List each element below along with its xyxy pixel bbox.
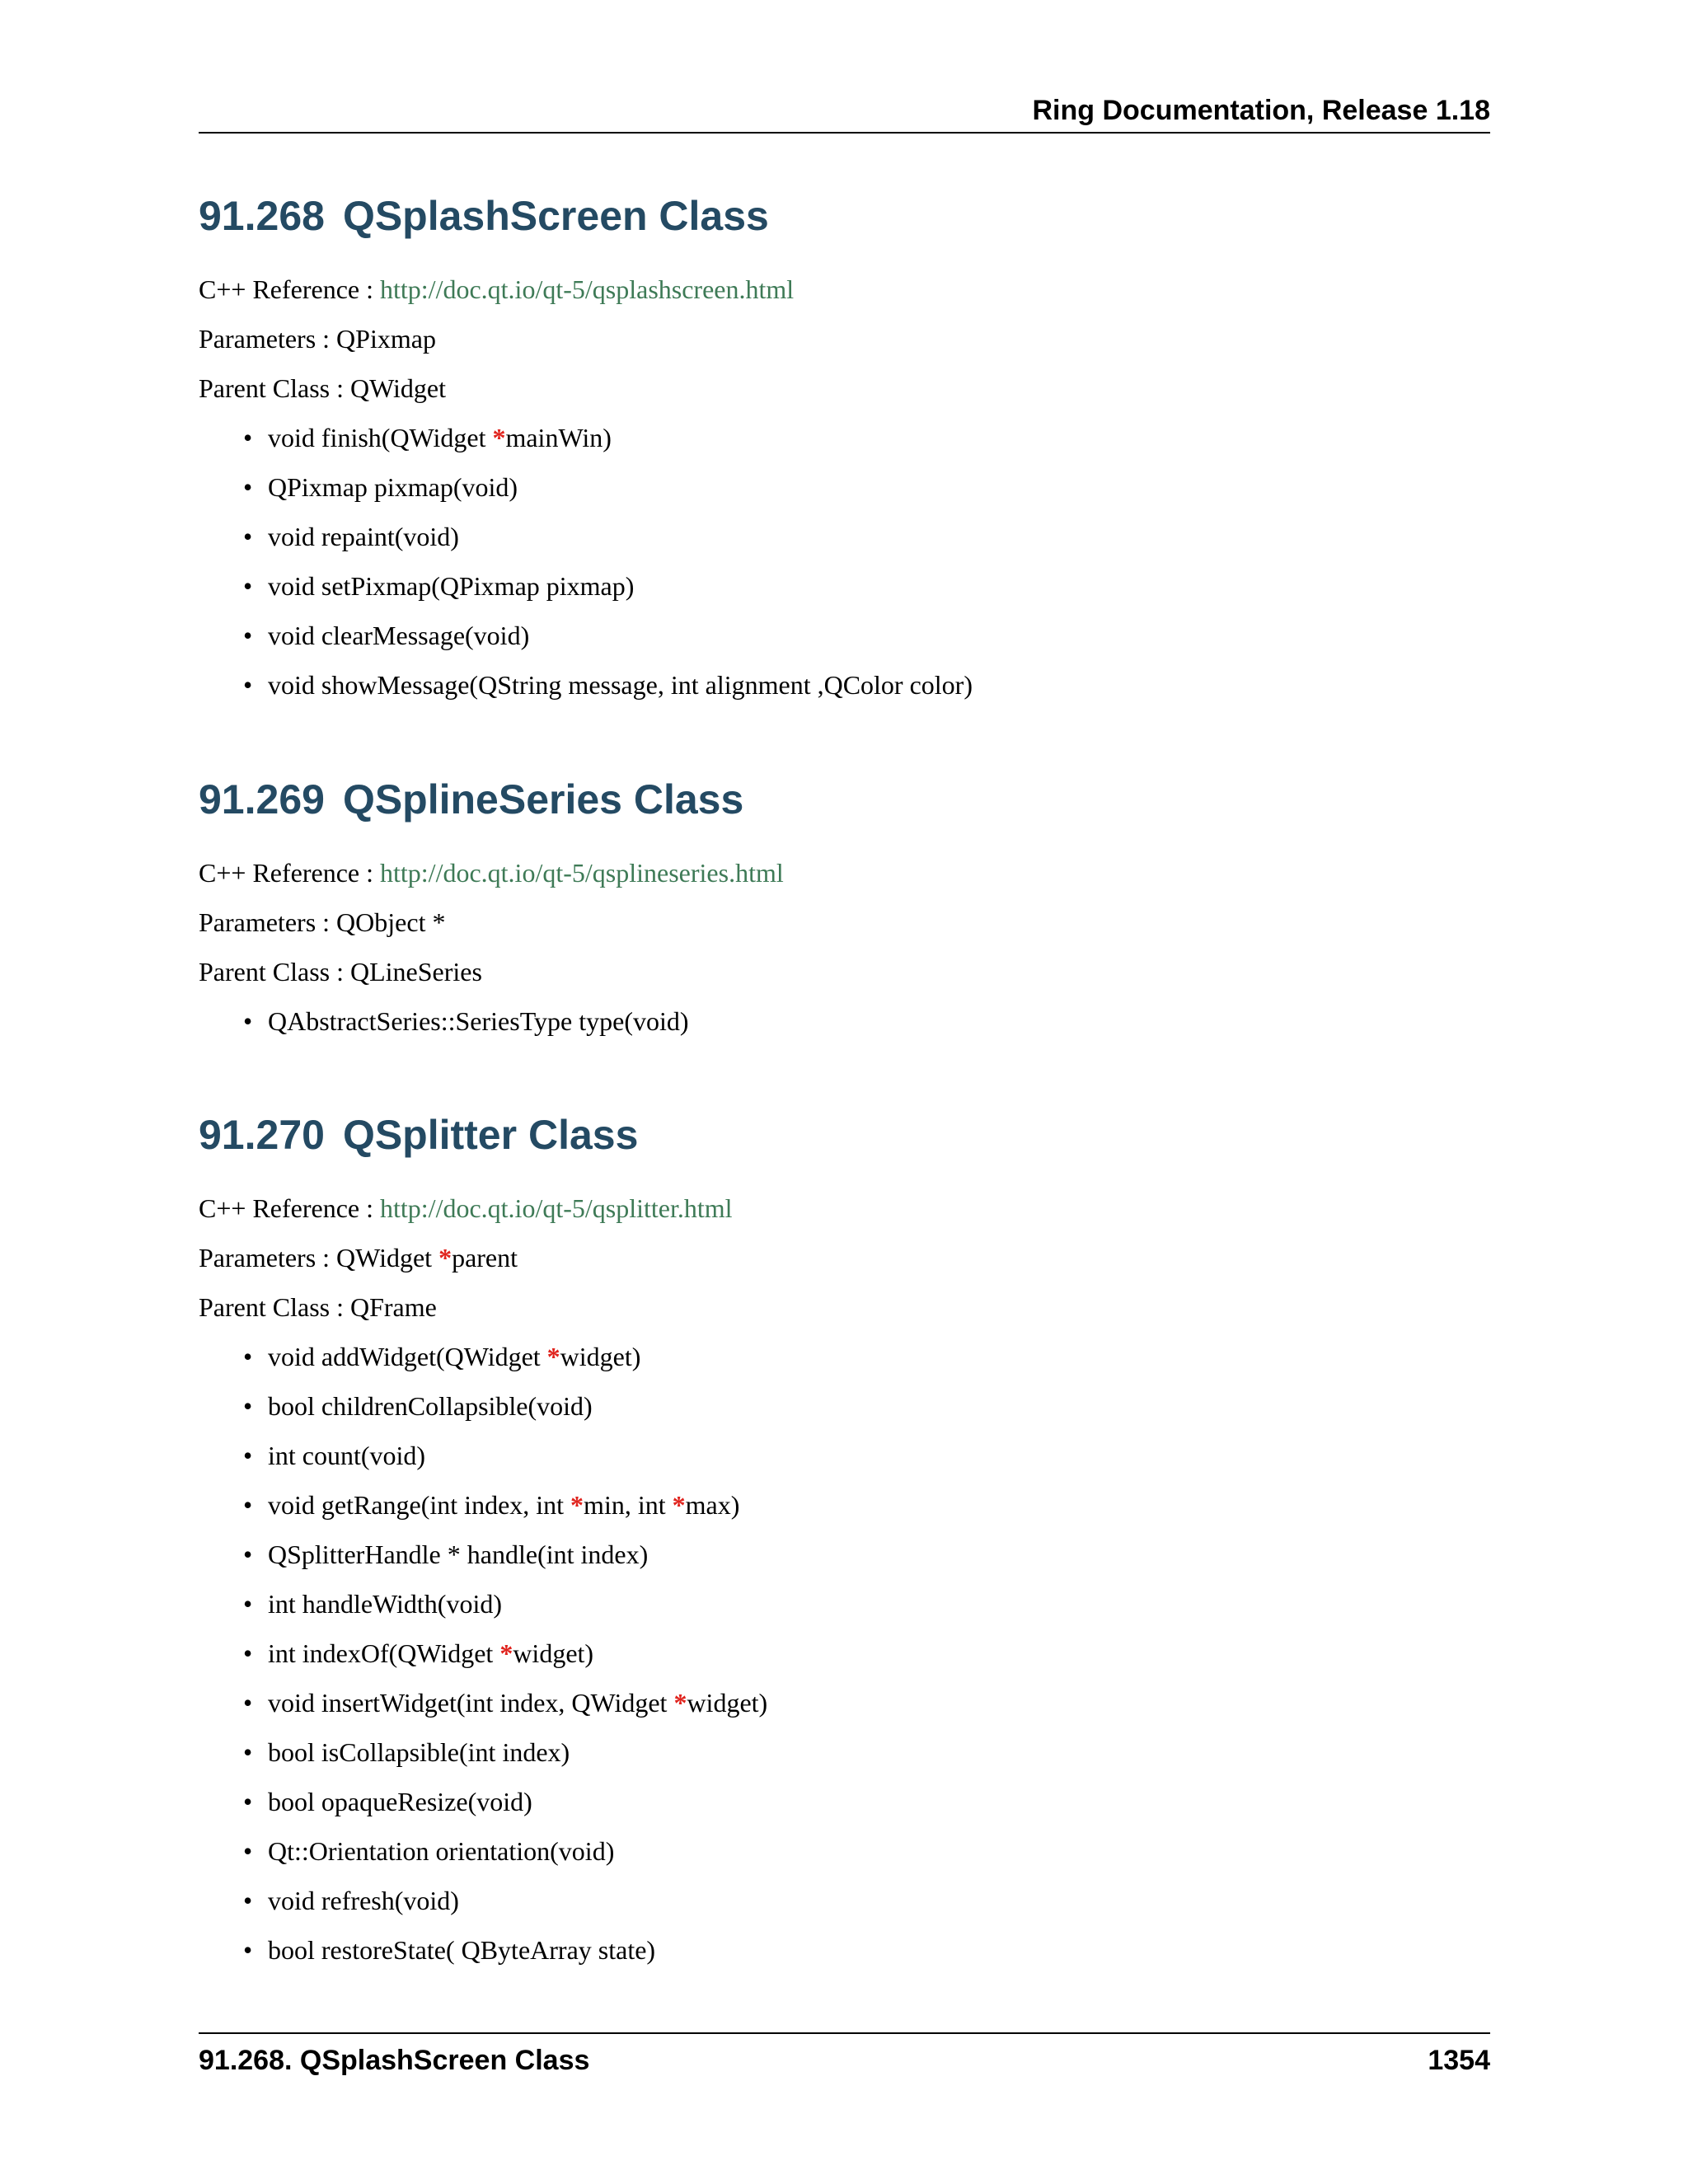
footer-section-title: 91.268. QSplashScreen Class [199,2045,590,2076]
parameters-value: QObject * [336,907,446,937]
method-item [268,1341,1490,1372]
cpp-reference [199,274,1490,305]
parameters-value [336,1243,518,1272]
method-signature-text: bool isCollapsible(int index) [268,1737,570,1767]
parameters [199,907,1490,938]
method-signature-text: bool opaqueResize(void) [268,1787,532,1816]
section-qsplashscreen [199,191,1490,719]
method-signature-text: QPixmap pixmap(void) [268,472,518,502]
parent-class-label: Parent Class : [199,957,350,987]
method-signature-text: min, int [584,1490,673,1520]
method-signature-text: void refresh(void) [268,1886,459,1915]
method-list [199,1005,1490,1037]
method-signature-text: void clearMessage(void) [268,621,530,650]
cpp-reference-link[interactable]: http://doc.qt.io/qt-5/qsplitter.html [380,1193,733,1223]
method-signature-text: void finish(QWidget [268,423,493,452]
method-item [268,1588,1490,1619]
parent-class [199,956,1490,987]
parameters-label: Parameters : [199,1243,337,1272]
parameters-label: Parameters : [199,907,337,937]
parameters-value-text: QWidget [336,1243,439,1272]
parameters [199,1242,1490,1273]
method-item [268,422,1490,453]
cpp-reference-link[interactable]: http://doc.qt.io/qt-5/qsplashscreen.html [380,274,795,304]
pointer-asterisk: * [570,1490,584,1520]
parent-class-value: QLineSeries [349,957,482,987]
method-signature-text: void setPixmap(QPixmap pixmap) [268,571,635,601]
method-signature-text: bool childrenCollapsible(void) [268,1391,593,1421]
section-qsplitter [199,1110,1490,1984]
method-signature-text: int count(void) [268,1441,426,1470]
pointer-asterisk: * [672,1490,686,1520]
method-item [268,669,1490,701]
method-item [268,1786,1490,1817]
method-signature-text: max) [685,1490,740,1520]
method-signature-text: void addWidget(QWidget [268,1342,547,1371]
section-number: 91.268 [199,193,325,239]
method-signature-text: int indexOf(QWidget [268,1638,500,1668]
cpp-reference-label: C++ Reference : [199,1193,380,1223]
method-signature-text: Qt::Orientation orientation(void) [268,1836,615,1866]
method-item [268,1390,1490,1422]
parameters-value: QPixmap [336,324,436,354]
method-signature-text: bool restoreState( QByteArray state) [268,1935,656,1965]
section-number: 91.270 [199,1112,325,1158]
running-header [199,92,1490,134]
method-item [268,1440,1490,1471]
running-footer [199,2032,1490,2079]
page-number: 1354 [1428,2045,1490,2076]
method-signature-text: void showMessage(QString message, int alignment ,QColor color) [268,670,973,700]
section-number: 91.269 [199,776,325,823]
method-item [268,1638,1490,1669]
method-item [268,570,1490,602]
method-list [199,422,1490,701]
cpp-reference [199,857,1490,888]
method-item [268,1885,1490,1916]
pointer-asterisk: * [673,1688,687,1718]
method-signature-text: widget) [687,1688,768,1718]
method-signature-text: int handleWidth(void) [268,1589,502,1619]
cpp-reference-link[interactable]: http://doc.qt.io/qt-5/qsplineseries.html [380,858,784,888]
section-heading [199,1110,1490,1160]
method-signature-text: widget) [560,1342,641,1371]
section-heading [199,191,1490,241]
section-qsplineseries [199,775,1490,1055]
method-list [199,1341,1490,1966]
method-signature-text: QAbstractSeries::SeriesType type(void) [268,1006,689,1036]
parent-class [199,1291,1490,1323]
method-item [268,1489,1490,1521]
pointer-asterisk: * [438,1243,452,1272]
cpp-reference-label: C++ Reference : [199,274,380,304]
method-item [268,521,1490,552]
section-title: QSplineSeries Class [342,776,744,823]
method-item [268,471,1490,503]
method-signature-text: void getRange(int index, int [268,1490,571,1520]
method-signature-text: void insertWidget(int index, QWidget [268,1688,674,1718]
method-signature-text: widget) [513,1638,594,1668]
method-signature-text: mainWin) [505,423,612,452]
pointer-asterisk: * [492,423,506,452]
pointer-asterisk: * [546,1342,560,1371]
method-item [268,1005,1490,1037]
document-title: Ring Documentation, Release 1.18 [1032,95,1490,126]
section-heading [199,775,1490,824]
method-item [268,1736,1490,1768]
parent-class-label: Parent Class : [199,1292,350,1322]
cpp-reference-label: C++ Reference : [199,858,380,888]
cpp-reference [199,1193,1490,1224]
section-title: QSplitter Class [342,1112,639,1158]
method-item [268,1539,1490,1570]
parent-class-value: QFrame [349,1292,437,1322]
parameters-value-text: parent [452,1243,518,1272]
parent-class-label: Parent Class : [199,373,350,403]
method-item [268,620,1490,651]
parent-class-value: QWidget [349,373,446,403]
parameters-label: Parameters : [199,324,337,354]
pointer-asterisk: * [499,1638,513,1668]
method-signature-text: void repaint(void) [268,522,459,551]
method-signature-text: QSplitterHandle * handle(int index) [268,1540,649,1569]
method-item [268,1835,1490,1867]
parameters [199,323,1490,354]
method-item [268,1687,1490,1718]
section-title: QSplashScreen Class [342,193,769,239]
method-item [268,1934,1490,1966]
parent-class [199,373,1490,404]
